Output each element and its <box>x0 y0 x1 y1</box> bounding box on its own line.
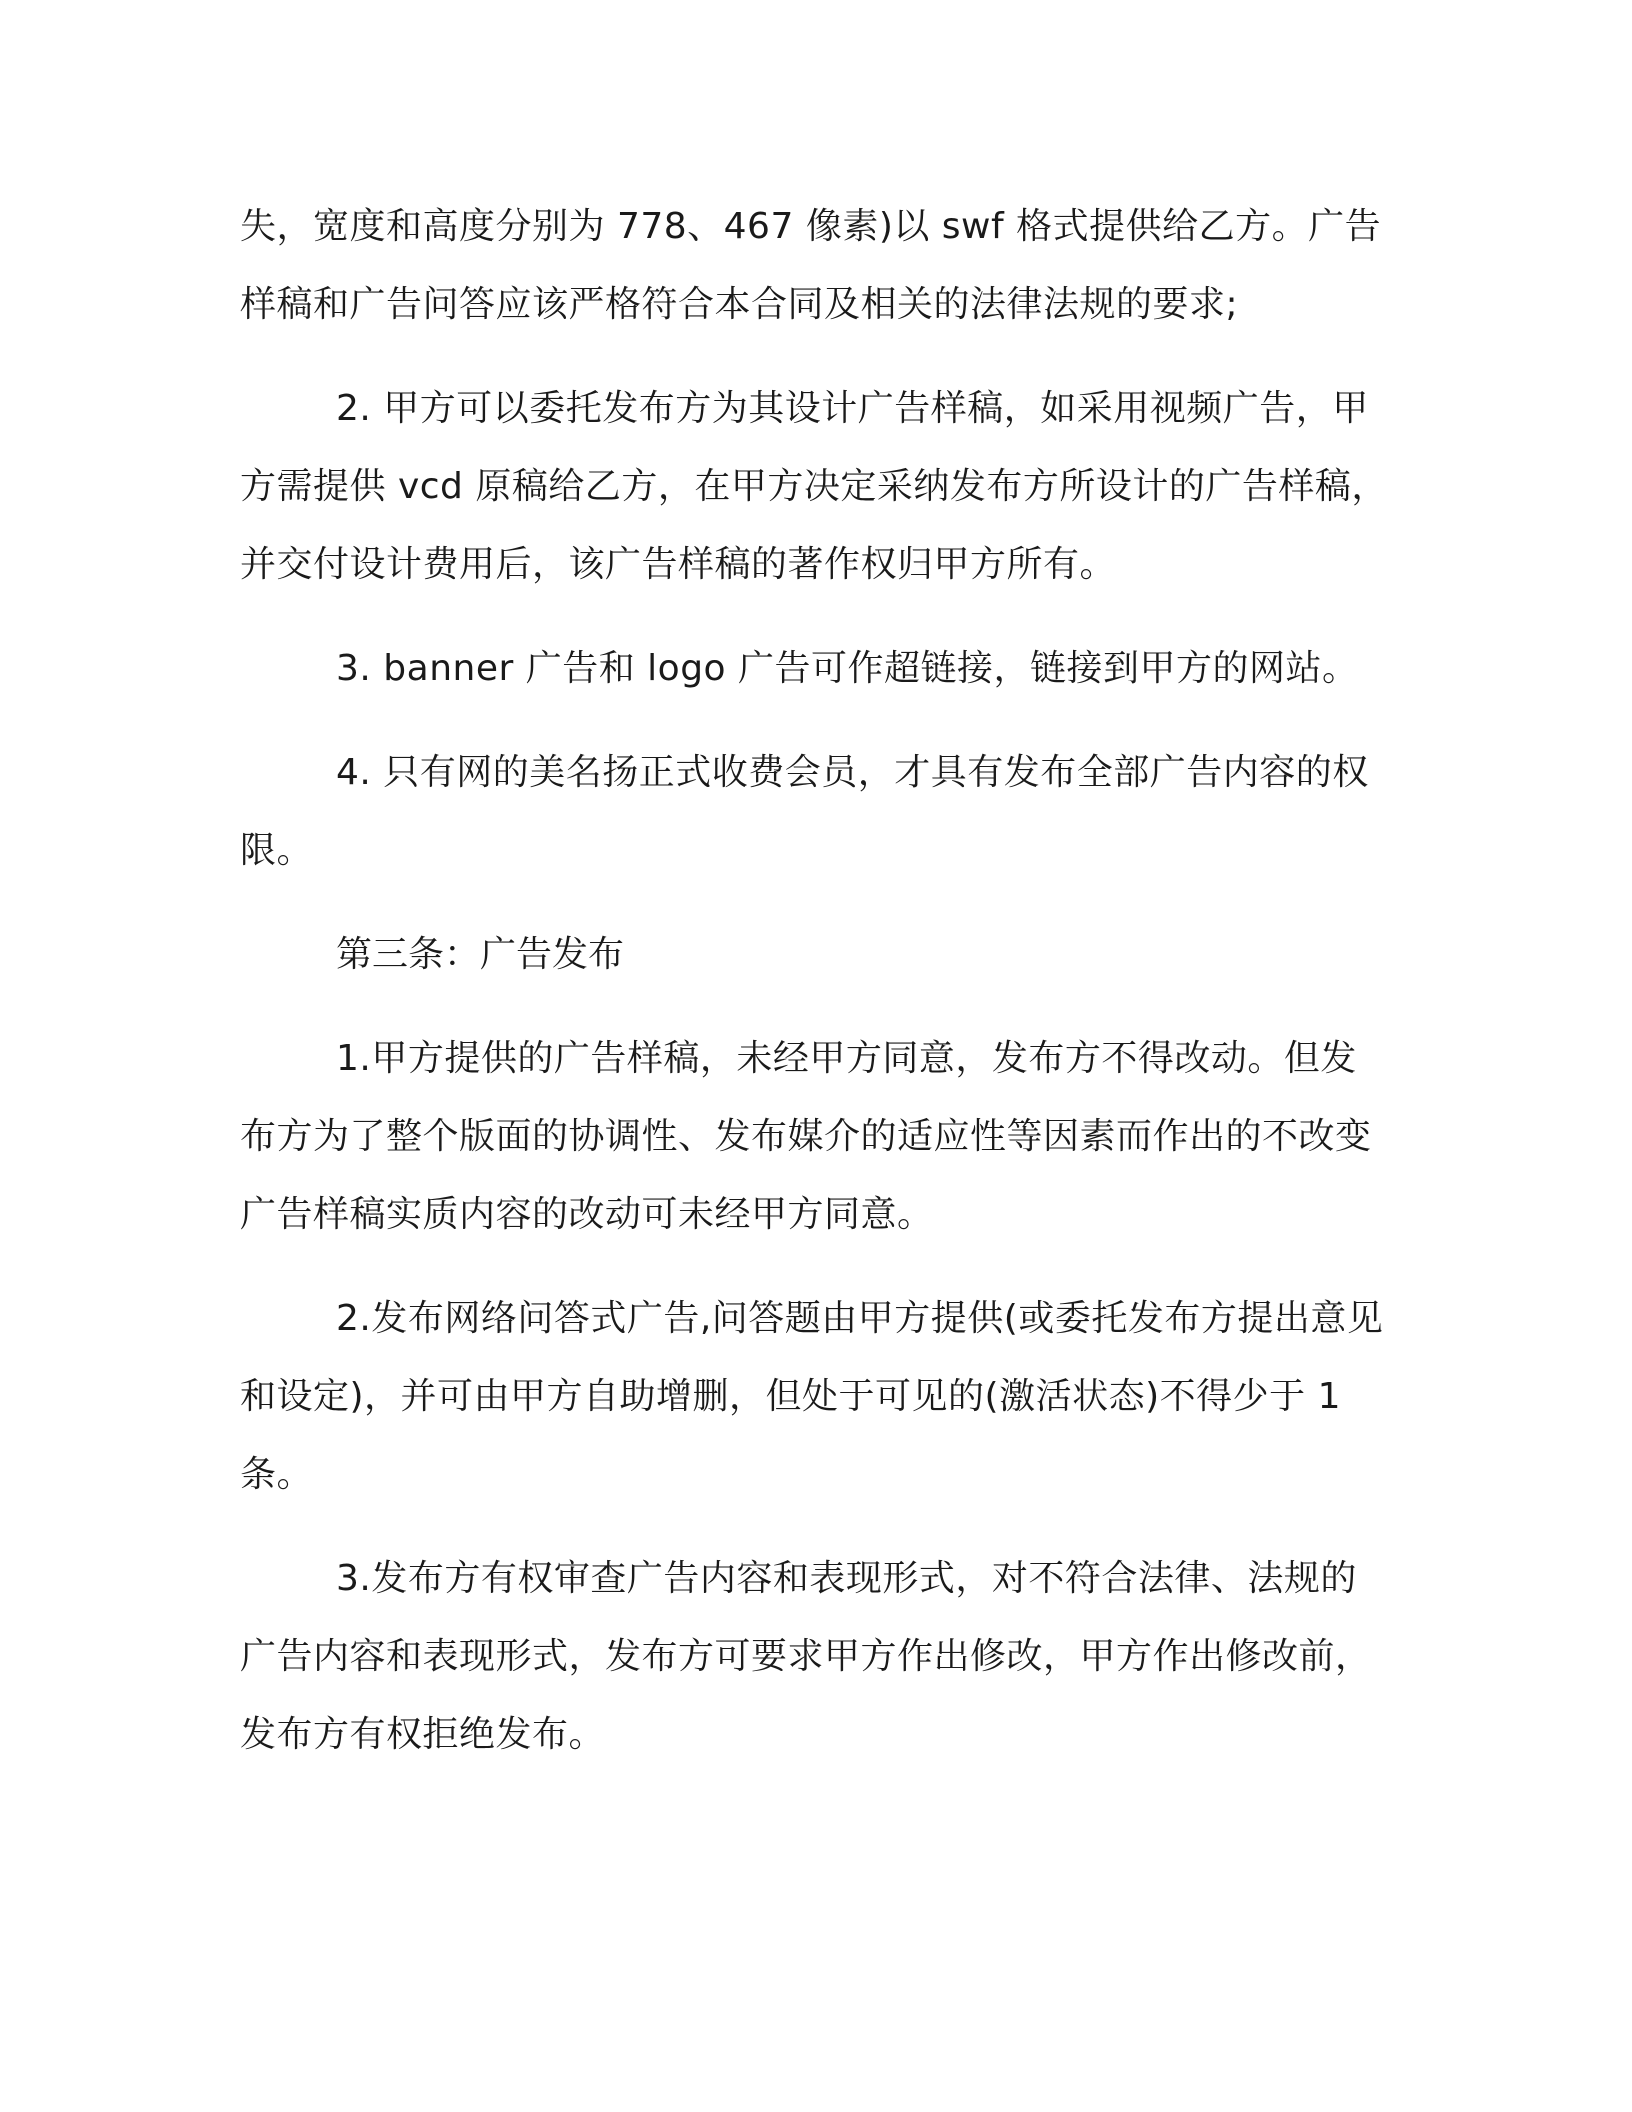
paragraph-publish-1: 1.甲方提供的广告样稿，未经甲方同意，发布方不得改动。但发布方为了整个版面的协调性、发布媒介的适应性等因素而作出的不改变广告样稿实质内容的改动可未经甲方同意。 <box>240 1038 1372 1235</box>
paragraph-continuation: 失，宽度和高度分别为 778、467 像素)以 swf 格式提供给乙方。广告样稿和广告问答应该严格符合本合同及相关的法律法规的要求; <box>240 206 1382 325</box>
paragraph-publish-2: 2.发布网络问答式广告,问答题由甲方提供(或委托发布方提出意见和设定)，并可由甲方自助增删，但处于可见的(激活状态)不得少于 1 条。 <box>240 1298 1384 1495</box>
paragraph-item-4: 4. 只有网的美名扬正式收费会员，才具有发布全部广告内容的权限。 <box>240 752 1369 871</box>
paragraph-item-3: 3. banner 广告和 logo 广告可作超链接，链接到甲方的网站。 <box>336 648 1359 689</box>
paragraph-item-2: 2. 甲方可以委托发布方为其设计广告样稿，如采用视频广告，甲方需提供 vcd 原稿给乙方，在甲方决定采纳发布方所设计的广告样稿，并交付设计费用后，该广告样稿的著作权归甲方所有。 <box>240 388 1388 585</box>
document-page <box>240 188 1390 1800</box>
paragraph-publish-3: 3.发布方有权审查广告内容和表现形式，对不符合法律、法规的广告内容和表现形式，发布方可要求甲方作出修改，甲方作出修改前，发布方有权拒绝发布。 <box>240 1558 1372 1755</box>
section-heading: 第三条：广告发布 <box>336 934 625 975</box>
